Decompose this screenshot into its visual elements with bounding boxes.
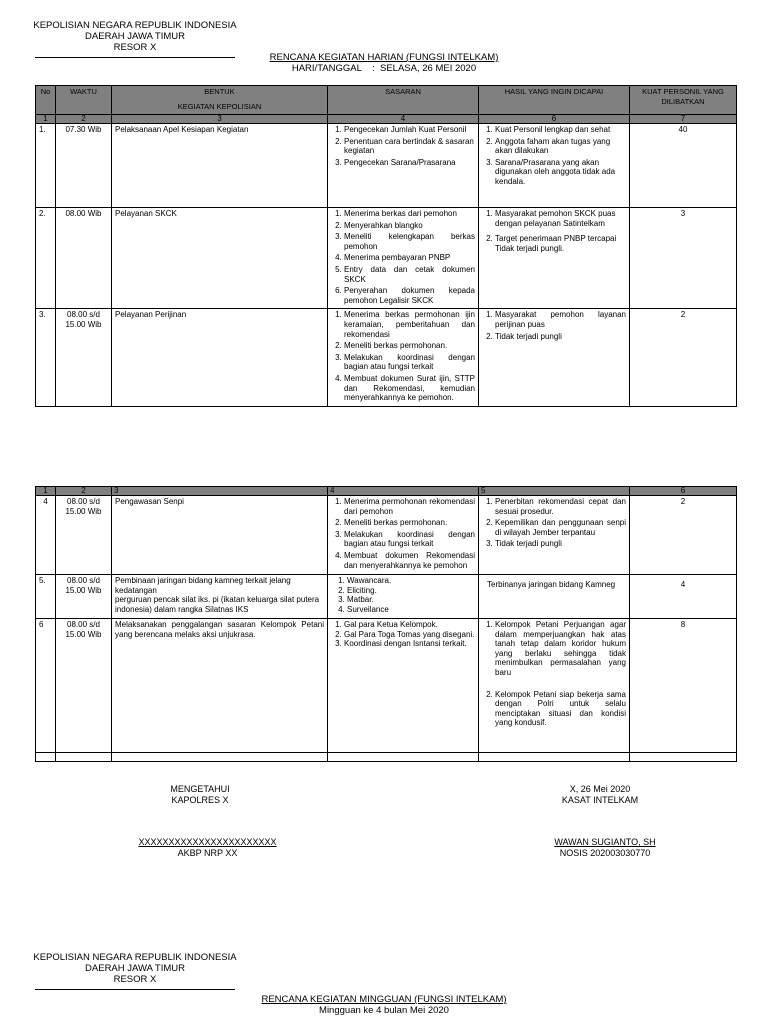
row-kuat: 2: [630, 309, 737, 406]
header-bentuk-line1: BENTUK: [204, 87, 235, 96]
colnum-2: 2: [56, 487, 112, 496]
sig-right-nosis: NOSIS 202003030770: [559, 848, 651, 858]
list-item: 2. Kelompok Petani siap bekerja sama dengan Polri untuk selalu menciptakan situasi dan kondisi yang kondusif.: [495, 690, 626, 728]
list-item: 3. Meneliti kelengkapan berkas pemohon: [344, 232, 475, 251]
list-item: 1. Wawancara.: [347, 576, 475, 586]
colnum-6: 6: [630, 487, 737, 496]
empty-cell: [479, 753, 630, 762]
header-hasil: HASIL YANG INGIN DICAPAI: [479, 86, 630, 115]
row-hasil: [479, 208, 630, 309]
row-hasil: [479, 309, 630, 406]
list-item: 3. Matbar.: [347, 595, 475, 605]
sig-right-place-date: X, 26 Mei 2020: [569, 784, 631, 794]
list-item: 4. Surveilance: [347, 605, 475, 615]
letterhead2-line3: RESOR X: [113, 974, 157, 985]
list-item: 1. Kelompok Petani Perjuangan agar dalam memperjuangkan hak atas tanah tetap dalam koridor hukum yang berlaku sehingga tidak menimbulkan permasalahan yang baru: [495, 620, 626, 678]
row-waktu: 07.30 Wib: [56, 124, 112, 208]
list-item: 1. Masyarakat pemohon layanan perijinan puas: [495, 310, 626, 329]
sig-left-rank: AKBP NRP XX: [177, 848, 238, 858]
list-item: 2. Tidak terjadi pungli: [495, 332, 626, 342]
daily-plan-table-1: [35, 85, 737, 407]
list-item: 6. Penyerahan dokumen kepada pemohon Legalisir SKCK: [344, 286, 475, 305]
sig-right-title: KASAT INTELKAM: [561, 795, 639, 805]
row-kuat: 4: [630, 575, 737, 619]
row-hasil: [479, 124, 630, 208]
table-header-row: [36, 86, 737, 115]
colnum-5: 6: [479, 115, 630, 124]
row-kuat: 40: [630, 124, 737, 208]
title-main: RENCANA KEGIATAN HARIAN (FUNGSI INTELKAM): [269, 52, 499, 63]
row-hasil: Terbinanya jaringan bidang Kamneg: [479, 575, 630, 619]
daily-plan-table-2: [35, 486, 737, 762]
row-sasaran: [328, 208, 479, 309]
table-row-empty: [36, 753, 737, 762]
header-bentuk-line2: KEGIATAN KEPOLISIAN: [177, 101, 262, 111]
list-item: 3. Koordinasi dengan Isntansi terkait.: [344, 639, 475, 649]
row-hasil: [479, 496, 630, 575]
row-no: 2.: [36, 208, 56, 309]
row-sasaran: [328, 309, 479, 406]
list-item: 1. Kuat Personil lengkap dan sehat: [495, 125, 626, 135]
list-item: 2. Eliciting.: [347, 586, 475, 596]
sig-left-name: XXXXXXXXXXXXXXXXXXXXXXX: [138, 837, 277, 847]
empty-cell: [112, 753, 328, 762]
signature-right: [520, 784, 680, 806]
list-item: 2. Anggota faham akan tugas yang akan dilakukan: [495, 137, 626, 156]
list-item: 3. Melakukan koordinasi dengan bagian atau fungsi terkait: [344, 353, 475, 372]
empty-cell: [328, 753, 479, 762]
sig-left-label2: KAPOLRES X: [171, 795, 229, 805]
empty-cell: [630, 753, 737, 762]
letterhead-line2: DAERAH JAWA TIMUR: [85, 31, 185, 42]
list-item: 1. Menerima berkas permohonan ijin keramaian, pemberitahuan dan rekomendasi: [344, 310, 475, 339]
list-item: 2. Meneliti berkas permohonan.: [344, 518, 475, 528]
row-no: 1.: [36, 124, 56, 208]
row-no: 4: [36, 496, 56, 575]
sig-right-name: WAWAN SUGIANTO, SH: [554, 837, 656, 847]
row-bentuk: [112, 575, 328, 619]
list-item: 2. Penentuan cara bertindak & sasaran kegiatan: [344, 137, 475, 156]
list-item: 1. Masyarakat pemohon SKCK puas dengan pelayanan Satintelkam: [495, 209, 626, 228]
row-waktu: 08.00 Wib: [56, 208, 112, 309]
table-row: [36, 496, 737, 575]
list-item: 2. Target penerimaan PNBP tercapai Tidak terjadi pungli.: [495, 234, 626, 253]
colnum-5: 5: [479, 487, 630, 496]
row-bentuk: Melaksanakan penggalangan sasaran Kelompok Petani yang berencana melaks aksi unjukrasa.: [112, 619, 328, 753]
title2-main: RENCANA KEGIATAN MINGGUAN (FUNGSI INTELKAM): [261, 994, 507, 1005]
row-waktu: 08.00 s/d 15.00 Wib: [56, 496, 112, 575]
list-item: 2. Gal Para Toga Tomas yang disegani.: [344, 630, 475, 640]
list-item: 2. Kepemilikan dan penggunaan senpi di wilayah Jember terpantau: [495, 518, 626, 537]
row-bentuk-line2: perguruan pencak silat iks. pi (ikatan keluarga silat putera indonesia) dalam rangka Silatnas IKS: [115, 595, 320, 614]
row-bentuk: Pengawasan Senpi: [112, 496, 328, 575]
letterhead2-line1: KEPOLISIAN NEGARA REPUBLIK INDONESIA: [33, 952, 237, 963]
header-waktu: WAKTU: [56, 86, 112, 115]
letterhead-line3: RESOR X: [113, 42, 157, 53]
letterhead-line1: KEPOLISIAN NEGARA REPUBLIK INDONESIA: [33, 20, 237, 31]
list-item: 2. Menyerahkan blangko: [344, 221, 475, 231]
title2-sub: Mingguan ke 4 bulan Mei 2020: [319, 1005, 449, 1016]
empty-cell: [56, 753, 112, 762]
column-number-row: [36, 115, 737, 124]
colnum-1: 1: [36, 487, 56, 496]
list-item: 4. Membuat dokumen Rekomendasi dan menyerahkannya ke pemohon: [344, 551, 475, 570]
colnum-3: 3: [112, 115, 328, 124]
signature-left: [130, 784, 270, 806]
list-item: 1. Penerbitan rekomendasi cepat dan sesuai prosedur.: [495, 497, 626, 516]
list-item: 1. Pengecekan Jumlah Kuat Personil: [344, 125, 475, 135]
row-sasaran: [328, 575, 479, 619]
letterhead-2: [30, 952, 240, 990]
row-waktu: 08.00 s/d 15.00 Wib: [56, 309, 112, 406]
row-bentuk: Pelayanan SKCK: [112, 208, 328, 309]
sig-left-label1: MENGETAHUI: [170, 784, 230, 794]
table-row: [36, 575, 737, 619]
title-date: HARI/TANGGAL : SELASA, 26 MEI 2020: [291, 63, 477, 74]
list-item: 3. Sarana/Prasarana yang akan digunakan oleh anggota tidak ada kendala.: [495, 158, 626, 187]
row-no: 6: [36, 619, 56, 753]
row-sasaran: [328, 496, 479, 575]
colnum-6: 7: [630, 115, 737, 124]
list-item: 2. Meneliti berkas permohonan.: [344, 341, 475, 351]
colnum-4: 4: [328, 487, 479, 496]
list-item: 3. Melakukan koordinasi dengan bagian atau fungsi terkait: [344, 530, 475, 549]
colnum-1: 1: [36, 115, 56, 124]
row-kuat: 2: [630, 496, 737, 575]
row-kuat: 3: [630, 208, 737, 309]
empty-cell: [36, 753, 56, 762]
letterhead2-divider: [35, 989, 235, 990]
list-item: 4. Menerima pembayaran PNBP: [344, 253, 475, 263]
list-item: 5. Entry data dan cetak dokumen SKCK: [344, 265, 475, 284]
header-sasaran: SASARAN: [328, 86, 479, 115]
row-bentuk-line1: Pembinaan jaringan bidang kamneg terkait jelang kedatangan: [115, 576, 291, 595]
header-no: No: [36, 86, 56, 115]
list-item: 1. Menerima permohonan rekomendasi dari pemohon: [344, 497, 475, 516]
row-bentuk: Pelaksanaan Apel Kesiapan Kegiatan: [112, 124, 328, 208]
row-sasaran: [328, 619, 479, 753]
letterhead2-line2: DAERAH JAWA TIMUR: [85, 963, 185, 974]
document-title-2: [0, 994, 768, 1016]
row-waktu: 08.00 s/d 15.00 Wib: [56, 619, 112, 753]
list-item: 3. Tidak terjadi pungli: [495, 539, 626, 549]
list-item: 4. Membuat dokumen Surat ijin, STTP dan Rekomendasi, kemudian menyerahkannya ke pemohon.: [344, 374, 475, 403]
row-no: 3.: [36, 309, 56, 406]
table-row: [36, 208, 737, 309]
column-number-row: [36, 487, 737, 496]
table-row: [36, 619, 737, 753]
list-item: 3. Pengecekan Sarana/Prasarana: [344, 158, 475, 168]
colnum-4: 4: [328, 115, 479, 124]
colnum-3: 3: [112, 487, 328, 496]
row-no: 5.: [36, 575, 56, 619]
signature-left-name-block: [130, 837, 285, 859]
row-sasaran: [328, 124, 479, 208]
signature-right-name-block: [530, 837, 680, 859]
row-kuat: 8: [630, 619, 737, 753]
list-item: 1. Menerima berkas dari pemohon: [344, 209, 475, 219]
row-waktu: 08.00 s/d 15.00 Wib: [56, 575, 112, 619]
row-hasil: [479, 619, 630, 753]
table-row: [36, 309, 737, 406]
colnum-2: 2: [56, 115, 112, 124]
document-title: [0, 52, 768, 74]
header-kuat: KUAT PERSONIL YANG DILIBATKAN: [630, 86, 737, 115]
list-item: 1. Gal para Ketua Kelompok.: [344, 620, 475, 630]
table-row: [36, 124, 737, 208]
row-bentuk: Pelayanan Perijinan: [112, 309, 328, 406]
header-bentuk: [112, 86, 328, 115]
